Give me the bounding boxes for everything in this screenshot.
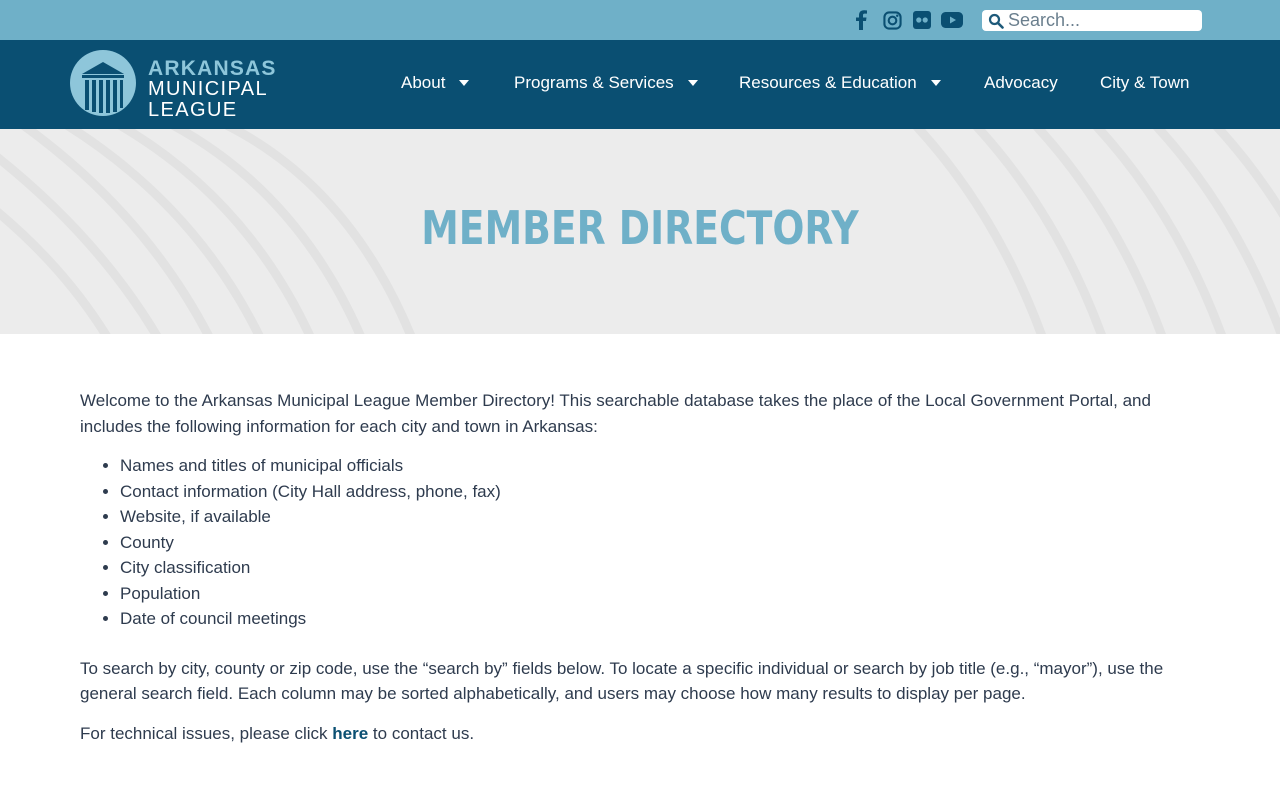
technical-issues-suffix: to contact us. — [368, 723, 475, 743]
chevron-down-icon — [459, 80, 469, 86]
search-input[interactable] — [1008, 11, 1193, 31]
technical-issues-prefix: For technical issues, please click — [80, 723, 333, 743]
nav-advocacy-label: Advocacy — [984, 73, 1058, 92]
capitol-building-icon — [70, 50, 136, 116]
list-item: • Date of council meetings — [120, 606, 1200, 632]
nav-city-town[interactable] — [1100, 70, 1189, 96]
logo-line-arkansas: ARKANSAS — [148, 57, 277, 80]
chevron-down-icon — [931, 80, 941, 86]
nav-city-town-label: City & Town — [1100, 73, 1190, 92]
flickr-icon[interactable] — [911, 9, 933, 31]
contact-here-link[interactable]: here — [332, 723, 369, 743]
nav-advocacy[interactable] — [984, 70, 1058, 96]
main-header — [0, 40, 1280, 129]
info-list — [120, 453, 1200, 632]
list-item: • City classification — [120, 555, 1200, 581]
nav-about-label: About — [401, 73, 446, 92]
search-instructions-paragraph: To search by city, county or zip code, use the “search by” fields below. To locate a specific individual or search by job title (e.g., “mayor”), use the general search field. Each column may be sorted alphabetically, and users may choose how many results to display per page. — [80, 658, 1164, 703]
logo-line-municipal: MUNICIPAL — [148, 78, 269, 100]
list-item: • Names and titles of municipal officials — [120, 453, 1200, 479]
logo-text — [148, 59, 277, 121]
site-logo[interactable] — [70, 50, 280, 121]
facebook-icon[interactable] — [852, 9, 870, 31]
list-item: • County — [120, 530, 1200, 556]
list-item: • Population — [120, 581, 1200, 607]
hero-banner — [0, 129, 1280, 334]
chevron-down-icon — [688, 80, 698, 86]
nav-programs-services-label: Programs & Services — [514, 73, 674, 92]
search-box[interactable] — [982, 10, 1202, 31]
intro-paragraph: Welcome to the Arkansas Municipal League Member Directory! This searchable database takes the place of the Local Government Portal, and includes the following information for each city and town in Arkansas: — [80, 391, 1151, 436]
nav-about[interactable] — [401, 70, 469, 96]
page-title: MEMBER DIRECTORY — [421, 201, 859, 255]
search-icon — [988, 13, 1004, 29]
nav-resources-education-label: Resources & Education — [739, 73, 917, 92]
nav-programs-services[interactable] — [514, 70, 698, 96]
logo-line-league: LEAGUE — [148, 99, 238, 121]
main-content — [80, 388, 1200, 746]
technical-issues-paragraph — [80, 721, 1200, 747]
nav-resources-education[interactable] — [739, 70, 941, 96]
list-item: • Website, if available — [120, 504, 1200, 530]
instagram-icon[interactable] — [881, 9, 903, 31]
list-item: • Contact information (City Hall address, phone, fax) — [120, 479, 1200, 505]
youtube-icon[interactable] — [940, 9, 964, 31]
top-utility-bar — [0, 0, 1280, 40]
